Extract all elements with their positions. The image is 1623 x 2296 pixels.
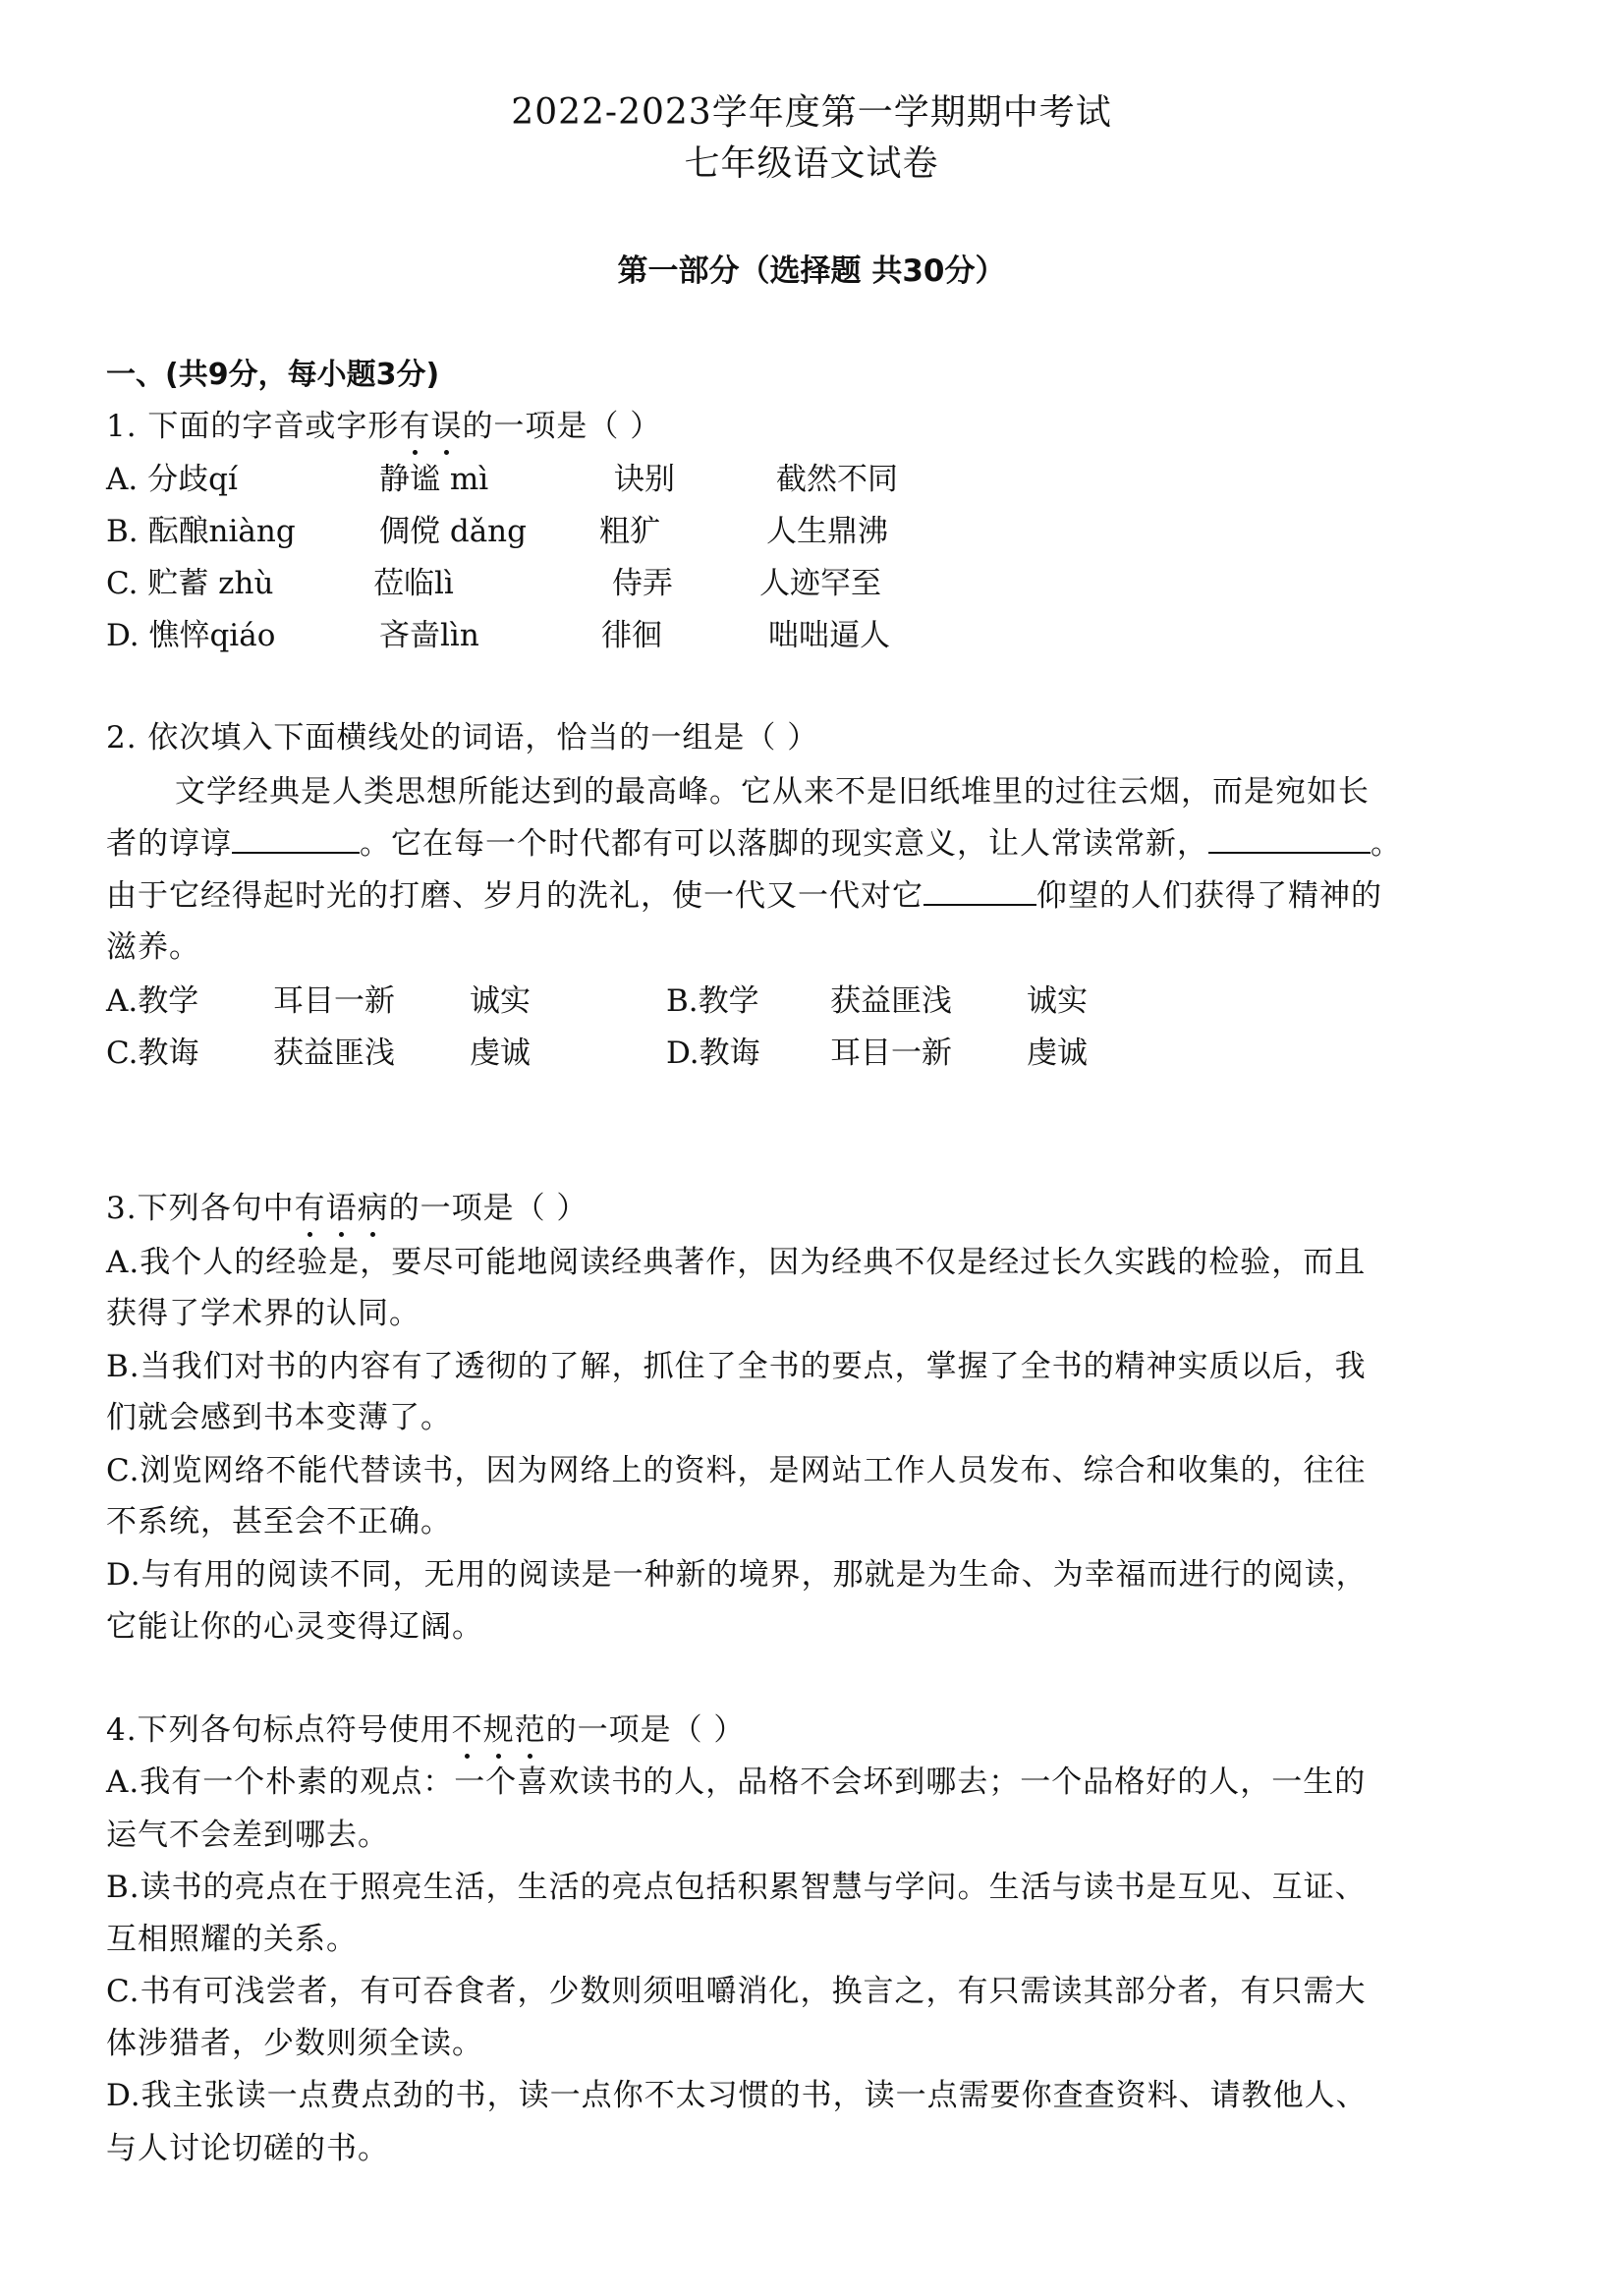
q2-text: 者的谆谆 — [106, 826, 232, 862]
q1-stem-part: 1. 下面的字音或字形 — [106, 409, 400, 444]
section-heading: 一、(共9分，每小题3分) — [106, 358, 440, 392]
emphasis-char: 不 — [452, 1705, 483, 1749]
q2-text: 。它在每一个时代都有可以落脚的现实意义，让人常读常新， — [360, 826, 1208, 862]
emphasis-char: 误 — [430, 401, 462, 445]
q1-a-2: 静谧 mì — [379, 462, 489, 497]
q4-option-c-line-1: C.书有可浅尝者，有可吞食者，少数则须咀嚼消化，换言之，有只需读其部分者，有只需大 — [106, 1974, 1367, 2009]
q3-option-c-line-1: C.浏览网络不能代替读书，因为网络上的资料，是网站工作人员发布、综合和收集的，往往 — [106, 1453, 1367, 1488]
q2-passage-line-1: 文学经典是人类思想所能达到的最高峰。它从来不是旧纸堆里的过往云烟，而是宛如长 — [175, 774, 1370, 810]
q2-b-3: 诚实 — [1027, 983, 1088, 1019]
emphasis-char: 有 — [399, 401, 430, 445]
q1-stem-emphasis — [399, 409, 462, 444]
q4-option-c-line-2: 体涉猎者，少数则须全读。 — [106, 2026, 483, 2061]
q2-passage-line-4: 滋养。 — [106, 929, 200, 965]
emphasis-char: 病 — [358, 1183, 389, 1227]
q3-option-c-line-2: 不系统，甚至会不正确。 — [106, 1504, 452, 1540]
q1-b-2: 倜傥 dǎng — [379, 514, 527, 549]
q2-b-2: 获益匪浅 — [830, 983, 952, 1019]
emphasis-char: 语 — [326, 1183, 358, 1227]
q3-option-b-line-1: B.当我们对书的内容有了透彻的了解，抓住了全书的要点，掌握了全书的精神实质以后，我 — [106, 1349, 1367, 1384]
q1-d-3: 徘徊 — [601, 618, 662, 653]
q3-stem — [106, 1183, 588, 1227]
q2-c-1: C.教诲 — [106, 1036, 199, 1071]
q4-stem — [106, 1705, 745, 1749]
q1-stem — [106, 401, 661, 445]
q4-option-d-line-1: D.我主张读一点费点劲的书，读一点你不太习惯的书，读一点需要你查查资料、请教他人、 — [106, 2078, 1368, 2113]
emphasis-char: 规 — [483, 1705, 515, 1749]
q3-option-a-line-2: 获得了学术界的认同。 — [106, 1296, 420, 1331]
q4-option-d-line-2: 与人讨论切磋的书。 — [106, 2131, 389, 2166]
q2-text: 由于它经得起时光的打磨、岁月的洗礼，使一代又一代对它 — [106, 878, 923, 914]
q2-a-1: A.教学 — [106, 983, 199, 1019]
q2-d-1: D.教诲 — [666, 1036, 760, 1071]
q1-b-1: B. 酝酿niàng — [106, 514, 296, 549]
q1-d-1: D. 憔悴qiáo — [106, 618, 276, 653]
q2-text: 仰望的人们获得了精神的 — [1036, 878, 1382, 914]
q1-a-4: 截然不同 — [776, 462, 898, 497]
blank-2[interactable] — [1208, 826, 1371, 854]
q4-option-a-line-2: 运气不会差到哪去。 — [106, 1818, 389, 1853]
q2-text: 。 — [1371, 826, 1402, 862]
q1-a-1: A. 分歧qí — [106, 462, 238, 497]
part-heading: 第一部分（选择题 共30分） — [617, 253, 1006, 289]
q3-option-d-line-2: 它能让你的心灵变得辽阔。 — [106, 1609, 483, 1645]
q1-c-3: 侍弄 — [612, 566, 673, 601]
q1-b-4: 人生鼎沸 — [766, 514, 888, 549]
q4-option-a-line-1: A.我有一个朴素的观点：一个喜欢读书的人，品格不会坏到哪去；一个品格好的人，一生的 — [106, 1764, 1367, 1800]
q1-b-3: 粗犷 — [599, 514, 660, 549]
q2-c-3: 虔诚 — [470, 1036, 531, 1071]
exam-subtitle: 七年级语文试卷 — [684, 143, 939, 184]
q3-option-d-line-1: D.与有用的阅读不同，无用的阅读是一种新的境界，那就是为生命、为幸福而进行的阅读， — [106, 1557, 1368, 1593]
q3-option-a-line-1: A.我个人的经验是，要尽可能地阅读经典著作，因为经典不仅是经过长久实践的检验，而且 — [106, 1245, 1367, 1280]
q1-a-3: 诀别 — [614, 462, 675, 497]
q2-d-3: 虔诚 — [1027, 1036, 1088, 1071]
q3-option-b-line-2: 们就会感到书本变薄了。 — [106, 1400, 452, 1435]
exam-title: 2022-2023学年度第一学期期中考试 — [511, 92, 1112, 133]
q4-stem-emphasis — [452, 1712, 546, 1748]
q4-stem-part: 4.下列各句标点符号使用 — [106, 1712, 452, 1748]
q2-d-2: 耳目一新 — [830, 1036, 952, 1071]
blank-1[interactable] — [232, 826, 360, 854]
q1-stem-tail: 的一项是（ ） — [462, 409, 662, 444]
q3-stem-tail: 的一项是（ ） — [388, 1191, 588, 1226]
blank-3[interactable] — [923, 878, 1036, 906]
q2-a-3: 诚实 — [470, 983, 531, 1019]
q2-passage-line-2 — [106, 818, 1402, 863]
emphasis-char: 范 — [515, 1705, 546, 1749]
q1-c-2: 莅临lì — [373, 566, 454, 601]
q4-stem-tail: 的一项是（ ） — [545, 1712, 746, 1748]
q2-passage-line-3 — [106, 870, 1382, 915]
q2-a-2: 耳目一新 — [273, 983, 395, 1019]
q3-stem-emphasis — [295, 1191, 389, 1226]
emphasis-char: 有 — [295, 1183, 326, 1227]
q1-d-2: 吝啬lìn — [379, 618, 479, 653]
q4-option-b-line-1: B.读书的亮点在于照亮生活，生活的亮点包括积累智慧与学问。生活与读书是互见、互证、 — [106, 1870, 1367, 1905]
q2-stem: 2. 依次填入下面横线处的词语，恰当的一组是（ ） — [106, 720, 819, 756]
q3-stem-part: 3.下列各句中 — [106, 1191, 295, 1226]
q1-d-4: 咄咄逼人 — [768, 618, 890, 653]
q4-option-b-line-2: 互相照耀的关系。 — [106, 1922, 358, 1957]
q2-c-2: 获益匪浅 — [273, 1036, 395, 1071]
q1-c-4: 人迹罕至 — [759, 566, 881, 601]
q2-b-1: B.教学 — [666, 983, 759, 1019]
q1-c-1: C. 贮蓄 zhù — [106, 566, 274, 601]
